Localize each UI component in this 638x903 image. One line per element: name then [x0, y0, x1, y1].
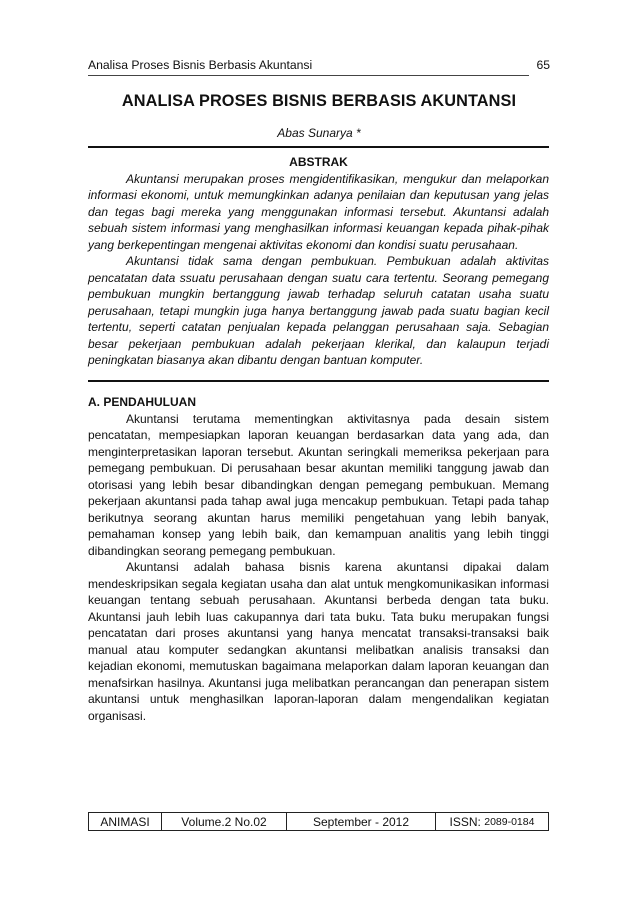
abstract-top-rule — [88, 146, 549, 148]
author-name: Abas Sunarya * — [277, 126, 361, 140]
issn-label: ISSN: — [449, 814, 485, 829]
running-title: Analisa Proses Bisnis Berbasis Akuntansi — [88, 58, 313, 72]
body-paragraph: Akuntansi adalah bahasa bisnis karena akuntansi dipakai dalam mendeskripsikan segala kegiatan usaha dan alat untuk mengkomunikasikan informasi keuangan tentang sebuah perusahaan. Akuntansi berbeda dengan tata buku. Akuntansi jauh lebih luas cakupannya dari tata buku. Tata buku merupakan fungsi pencatatan dari proses akuntansi yang hanya mencatat transaksi-transaksi baik manual atau komputer sedangkan akuntansi melibatkan analisis transaksi dan kejadian ekonomi, memutuskan bagaimana melaporkan dalam laporan keuangan dan menafsirkan hasilnya. Akuntansi juga melibatkan perancangan dan penerapan sistem akuntansi untuk menghasilkan laporan-laporan dalam mengendalikan kegiatan organisasi. — [88, 560, 549, 723]
running-header — [88, 58, 550, 73]
footer-date: September - 2012 — [287, 813, 436, 830]
abstract-heading: ABSTRAK — [289, 155, 348, 169]
abstract-paragraph: Akuntansi tidak sama dengan pembukuan. Pembukuan adalah aktivitas pencatatan data ssuatu perusahaan dengan suatu cara tertentu. Seorang pemegang pembukuan mungkin bertanggung jawab terhadap seluruh catatan usaha suatu perusahaan, tetapi mungkin juga hanya bertanggung jawab pada suatu bagian kecil tertentu, seperti catatan penjualan kepada pelanggan perusahaan saja. Sebagian besar pekerjaan pembukuan adalah pekerjaan klerikal, dan kalaupun terjadi peningkatan biasanya akan dibantu dengan bantuan komputer. — [88, 254, 549, 367]
footer-issn — [436, 813, 548, 830]
section-heading: A. PENDAHULUAN — [88, 395, 196, 409]
issn-number: 2089-0184 — [484, 815, 535, 828]
paper-title: ANALISA PROSES BISNIS BERBASIS AKUNTANSI — [121, 92, 517, 110]
footer-volume: Volume.2 No.02 — [162, 813, 287, 830]
footer-journal: ANIMASI — [89, 813, 162, 830]
abstract-bottom-rule — [88, 380, 549, 382]
abstract-block — [88, 154, 549, 369]
journal-footer — [88, 812, 549, 831]
page-number: 65 — [536, 58, 550, 72]
section-introduction — [88, 394, 549, 724]
abstract-paragraph: Akuntansi merupakan proses mengidentifikasikan, mengukur dan melaporkan informasi ekonomi, untuk memungkinkan adanya penilaian dan keputusan yang jelas dan tegas bagi mereka yang menggunakan informasi tersebut. Akuntansi adalah sebuah sistem informasi yang menghasilkan informasi keuangan kepada pihak-pihak yang berkepentingan mengenai aktivitas ekonomi dan kondisi suatu perusahaan. — [88, 171, 549, 252]
body-paragraph: Akuntansi terutama mementingkan aktivitasnya pada desain sistem pencatatan, mempesiapkan laporan keuangan berdasarkan data yang ada, dan menginterpretasikan laporan tersebut. Akuntan seringkali memeriksa pekerjaan para pemegang pembukuan. Di perusahaan besar akuntan memiliki tanggung jawab dan otorisasi yang lebih besar dibandingkan dengan pemegang pembukuan. Memang pekerjaan akuntansi pada tahap awal juga mencakup pembukuan. Tetapi pada tahap berikutnya seorang akuntan harus memiliki pengetahuan yang lebih banyak, pemahaman konsep yang lebih baik, dan kemampuan analitis yang lebih tinggi dibandingkan seorang pemegang pembukuan. — [88, 411, 549, 558]
header-divider — [88, 75, 529, 76]
